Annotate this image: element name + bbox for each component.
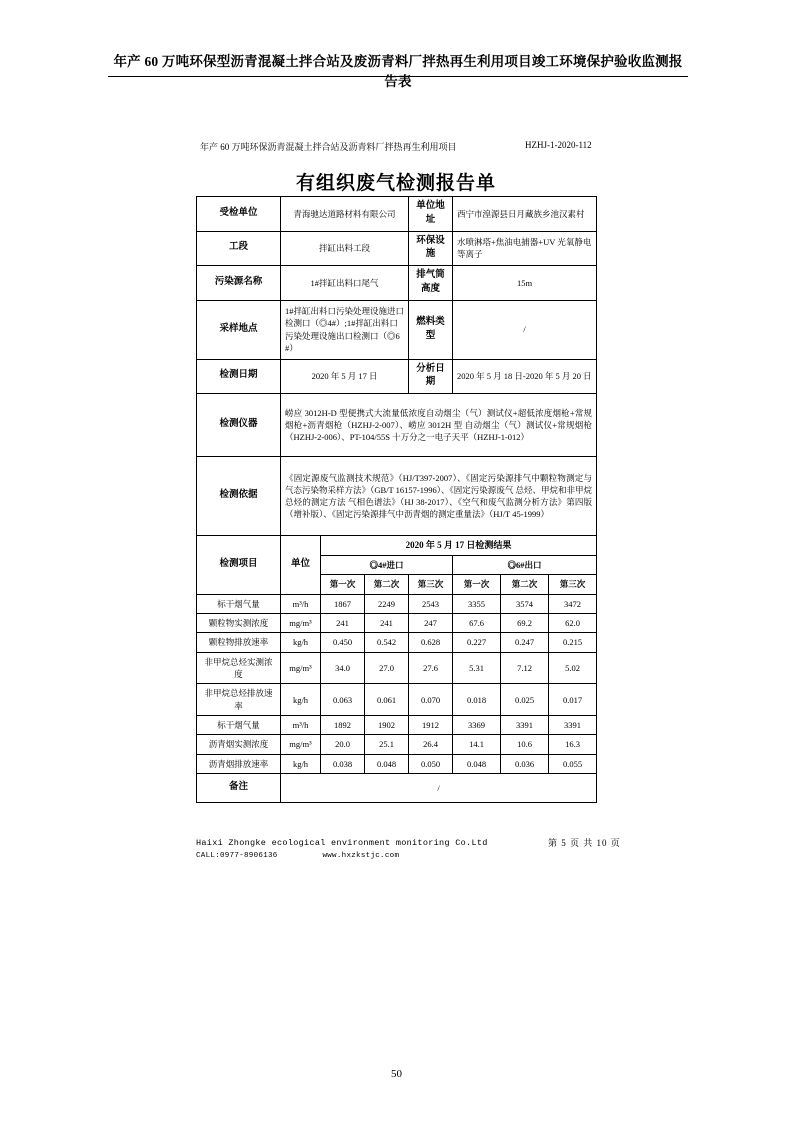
result-value: 26.4	[409, 735, 453, 754]
result-unit: m³/h	[281, 594, 321, 613]
result-value: 5.02	[549, 652, 597, 684]
basis-label: 检测依据	[197, 457, 281, 536]
result-value: 0.215	[549, 633, 597, 652]
result-value: 62.0	[549, 614, 597, 633]
result-value: 3369	[453, 715, 501, 734]
sampling-site-value: 1#拌缸出料口污染处理设施进口检测口（◎4#）;1#拌缸出料口污染处理设施出口检测口（◎6#）	[281, 300, 409, 359]
section-value: 拌缸出料工段	[281, 231, 409, 266]
result-unit: m³/h	[281, 715, 321, 734]
result-unit: mg/m³	[281, 735, 321, 754]
result-item: 沥青烟实测浓度	[197, 735, 281, 754]
result-value: 20.0	[321, 735, 365, 754]
table-row	[197, 394, 597, 457]
table-row	[197, 594, 597, 613]
run-header: 第三次	[409, 575, 453, 594]
test-date-label: 检测日期	[197, 359, 281, 394]
result-value: 0.063	[321, 684, 365, 716]
analysis-date-value: 2020 年 5 月 18 日-2020 年 5 月 20 日	[453, 359, 597, 394]
result-value: 10.6	[501, 735, 549, 754]
stack-height-value: 15m	[453, 266, 597, 301]
run-header: 第二次	[365, 575, 409, 594]
header-divider	[108, 76, 688, 77]
result-value: 0.450	[321, 633, 365, 652]
result-value: 0.061	[365, 684, 409, 716]
unit-address-label: 单位地址	[409, 197, 453, 232]
result-value: 0.048	[453, 754, 501, 773]
instruments-label: 检测仪器	[197, 394, 281, 457]
result-value: 0.048	[365, 754, 409, 773]
result-unit: kg/h	[281, 633, 321, 652]
result-value: 0.542	[365, 633, 409, 652]
table-row	[197, 231, 597, 266]
result-value: 2249	[365, 594, 409, 613]
result-value: 0.017	[549, 684, 597, 716]
result-value: 0.038	[321, 754, 365, 773]
run-header: 第一次	[453, 575, 501, 594]
results-item-header: 检测项目	[197, 536, 281, 595]
result-value: 3391	[501, 715, 549, 734]
result-value: 3355	[453, 594, 501, 613]
result-value: 2543	[409, 594, 453, 613]
document-header-title: 年产 60 万吨环保型沥青混凝土拌合站及废沥青料厂拌热再生利用项目竣工环境保护验收监测报告表	[113, 54, 683, 89]
results-date-header: 2020 年 5 月 17 日检测结果	[321, 536, 597, 556]
results-header-row	[197, 536, 597, 556]
result-value: 0.628	[409, 633, 453, 652]
fuel-type-label: 燃料类型	[409, 300, 453, 359]
result-unit: mg/m³	[281, 614, 321, 633]
result-item: 颗粒物排放速率	[197, 633, 281, 652]
result-value: 0.070	[409, 684, 453, 716]
result-value: 5.31	[453, 652, 501, 684]
result-value: 16.3	[549, 735, 597, 754]
table-row	[197, 735, 597, 754]
subheader-project-name: 年产 60 万吨环保沥青混凝土拌合站及沥青料厂拌热再生利用项目	[200, 142, 457, 152]
table-row	[197, 197, 597, 232]
result-value: 27.6	[409, 652, 453, 684]
result-item: 颗粒物实测浓度	[197, 614, 281, 633]
result-value: 0.227	[453, 633, 501, 652]
table-row	[197, 754, 597, 773]
run-header: 第三次	[549, 575, 597, 594]
result-value: 34.0	[321, 652, 365, 684]
source-name-label: 污染源名称	[197, 266, 281, 301]
result-unit: kg/h	[281, 684, 321, 716]
inspected-unit-label: 受检单位	[197, 197, 281, 232]
table-row	[197, 614, 597, 633]
table-row	[197, 359, 597, 394]
result-value: 0.055	[549, 754, 597, 773]
result-value: 67.6	[453, 614, 501, 633]
stack-height-label: 排气筒高度	[409, 266, 453, 301]
instruments-value: 崂应 3012H-D 型便携式大流量低浓度自动烟尘（气）测试仪+超低浓度烟枪+常规烟枪+沥青烟枪（HZHJ-2-007）、崂应 3012H 型 自动烟尘（气）测试仪+常规烟枪（HZHJ-2-006）、PT-104/55S 十万分之一电子天平（HZHJ-1-012）	[281, 394, 597, 457]
remark-label: 备注	[197, 773, 281, 802]
report-table-wrapper	[196, 196, 596, 803]
table-row	[197, 715, 597, 734]
remark-value: /	[281, 773, 597, 802]
results-group-inlet: ◎4#进口	[321, 556, 453, 575]
result-value: 0.025	[501, 684, 549, 716]
result-value: 0.036	[501, 754, 549, 773]
unit-address-value: 西宁市湟源县日月藏族乡池汉素村	[453, 197, 597, 232]
env-facility-value: 水喷淋塔+焦油电捕器+UV 光氧静电等离子	[453, 231, 597, 266]
result-value: 3574	[501, 594, 549, 613]
result-item: 标干烟气量	[197, 715, 281, 734]
result-value: 1867	[321, 594, 365, 613]
inspected-unit-value: 青海驰达道路材料有限公司	[281, 197, 409, 232]
result-value: 69.2	[501, 614, 549, 633]
footer-company: Haixi Zhongke ecological environment monitoring Co.Ltd	[196, 838, 488, 848]
result-value: 241	[365, 614, 409, 633]
result-value: 25.1	[365, 735, 409, 754]
section-label: 工段	[197, 231, 281, 266]
report-table	[196, 196, 597, 803]
result-item: 标干烟气量	[197, 594, 281, 613]
table-row	[197, 633, 597, 652]
result-value: 7.12	[501, 652, 549, 684]
footer-website: www.hxzkstjc.com	[322, 852, 400, 861]
footer-pagination: 第 5 页 共 10 页	[548, 838, 621, 848]
result-value: 247	[409, 614, 453, 633]
sampling-site-label: 采样地点	[197, 300, 281, 359]
report-title: 有组织废气检测报告单	[295, 173, 496, 194]
table-row	[197, 457, 597, 536]
result-value: 0.018	[453, 684, 501, 716]
source-name-value: 1#拌缸出料口尾气	[281, 266, 409, 301]
result-value: 1912	[409, 715, 453, 734]
results-group-outlet: ◎6#出口	[453, 556, 597, 575]
subheader-report-code: HZHJ-1-2020-112	[525, 140, 592, 150]
env-facility-label: 环保设施	[409, 231, 453, 266]
result-value: 241	[321, 614, 365, 633]
result-value: 0.050	[409, 754, 453, 773]
result-item: 非甲烷总烃排放速率	[197, 684, 281, 716]
table-row	[197, 773, 597, 802]
results-unit-header: 单位	[281, 536, 321, 595]
result-unit: mg/m³	[281, 652, 321, 684]
page-number: 50	[391, 1068, 402, 1080]
result-value: 0.247	[501, 633, 549, 652]
result-value: 3472	[549, 594, 597, 613]
run-header: 第二次	[501, 575, 549, 594]
table-row	[197, 652, 597, 684]
basis-value: 《固定源废气监测技术规范》（HJ/T397-2007）、《固定污染源排气中颗粒物测定与气态污染物采样方法》（GB/T 16157-1996）、《固定污染源废气 总烃、甲烷和非甲烷总烃的测定方法 气相色谱法》（HJ 38-2017）、《空气和废气监测分析方法》第四版（增补版）、《固定污染源排气中沥青烟的测定重量法》（HJ/T 45-1999）	[281, 457, 597, 536]
result-value: 27.0	[365, 652, 409, 684]
table-row	[197, 300, 597, 359]
result-value: 3391	[549, 715, 597, 734]
fuel-type-value: /	[453, 300, 597, 359]
result-unit: kg/h	[281, 754, 321, 773]
result-value: 1902	[365, 715, 409, 734]
result-item: 非甲烷总烃实测浓度	[197, 652, 281, 684]
result-item: 沥青烟排放速率	[197, 754, 281, 773]
table-row	[197, 266, 597, 301]
table-row	[197, 684, 597, 716]
result-value: 14.1	[453, 735, 501, 754]
analysis-date-label: 分析日期	[409, 359, 453, 394]
test-date-value: 2020 年 5 月 17 日	[281, 359, 409, 394]
footer-call: CALL:0977-8906136	[196, 852, 278, 861]
result-value: 1892	[321, 715, 365, 734]
run-header: 第一次	[321, 575, 365, 594]
